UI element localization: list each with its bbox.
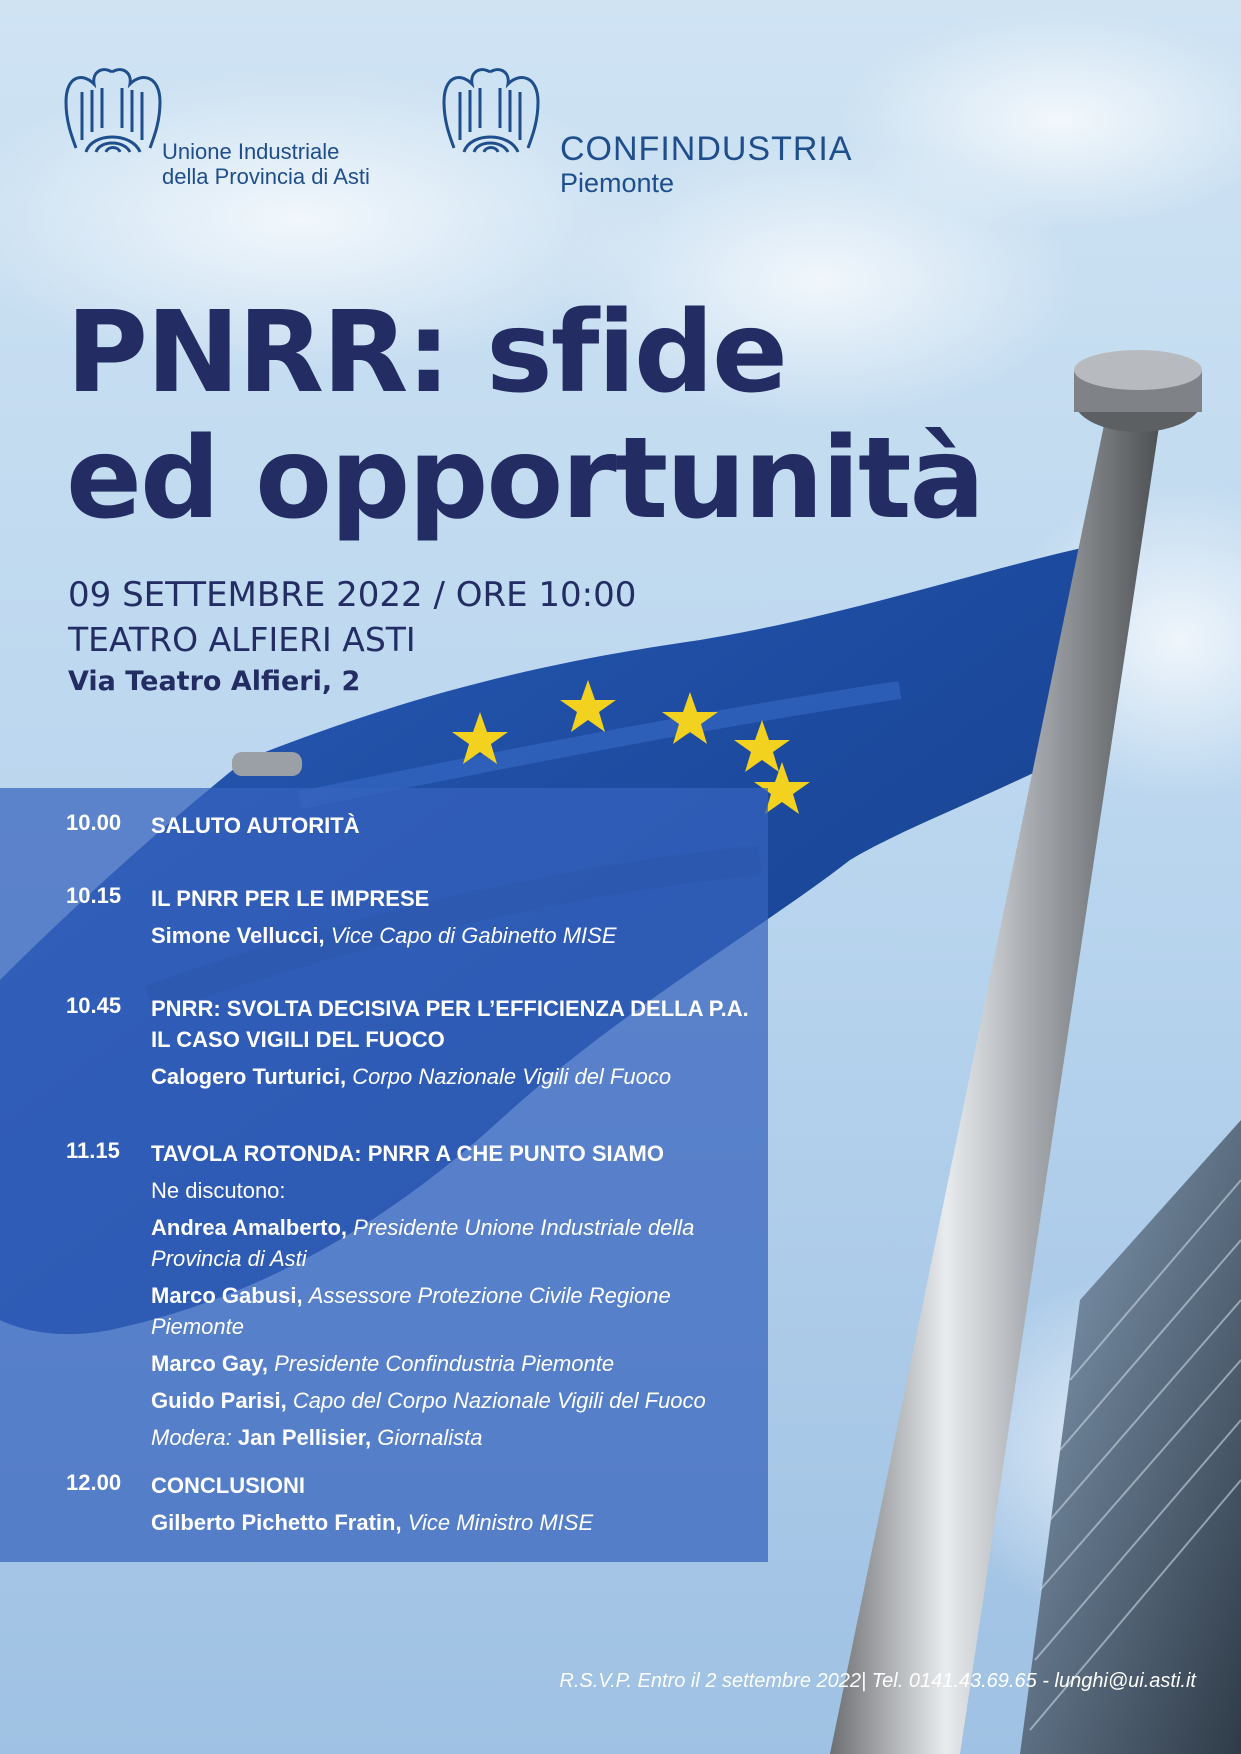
unione-industriale-logo-text [162, 140, 370, 189]
speaker-name: Gilberto Pichetto Fratin, [151, 1510, 402, 1535]
speaker-role: Vice Ministro MISE [407, 1510, 594, 1535]
panelist-name: Marco Gay, [151, 1351, 268, 1376]
agenda-time: 10.45 [66, 993, 122, 1018]
panelist-name: Marco Gabusi, [151, 1283, 303, 1308]
agenda-title: PNRR: SVOLTA DECISIVA PER L’EFFICIENZA DELLA P.A. [151, 996, 749, 1021]
agenda-time: 10.00 [66, 810, 122, 835]
rsvp-footer: R.S.V.P. Entro il 2 settembre 2022| Tel. 0141.43.69.65 - lunghi@ui.asti.it [559, 1670, 1196, 1692]
panelist-line [151, 1348, 751, 1379]
panelist-role: Presidente Confindustria Piemonte [274, 1351, 615, 1376]
panelist-name: Guido Parisi, [151, 1388, 287, 1413]
logo1-line2: della Provincia di Asti [162, 163, 370, 189]
confindustria-logo-text [560, 130, 853, 198]
agenda-title: TAVOLA ROTONDA: PNRR A CHE PUNTO SIAMO [151, 1141, 664, 1166]
agenda-title-line2: IL CASO VIGILI DEL FUOCO [151, 1027, 445, 1052]
speaker-role: Corpo Nazionale Vigili del Fuoco [352, 1064, 672, 1089]
agenda-time: 11.15 [66, 1138, 120, 1163]
panelist-role: Assessore Protezione Civile Regione Piemonte [151, 1283, 671, 1339]
panelist-role: Presidente Unione Industriale della Provincia di Asti [151, 1215, 695, 1271]
moderator-label: Modera: [151, 1425, 232, 1450]
panelist-role: Capo del Corpo Nazionale Vigili del Fuoco [292, 1388, 706, 1413]
title-line2: ed opportunità [66, 414, 984, 544]
event-venue: TEATRO ALFIERI ASTI [68, 620, 416, 659]
logo2-line1: CONFINDUSTRIA [560, 130, 853, 168]
agenda-time: 10.15 [66, 883, 122, 908]
unione-industriale-eagle-logo [62, 62, 164, 164]
moderator-role: Giornalista [377, 1425, 483, 1450]
panelist-line [151, 1280, 751, 1342]
logo2-line2: Piemonte [560, 168, 675, 199]
speaker-role: Vice Capo di Gabinetto MISE [330, 923, 617, 948]
confindustria-eagle-logo [440, 62, 542, 164]
panelist-line [151, 1385, 751, 1416]
panelist-line [151, 1212, 751, 1274]
event-title [66, 290, 983, 542]
event-info [68, 572, 636, 702]
moderator-line [151, 1422, 751, 1453]
panelist-name: Andrea Amalberto, [151, 1215, 348, 1240]
speaker-line [151, 1507, 751, 1538]
title-line1: PNRR: sfide [66, 288, 786, 418]
speaker-name: Calogero Turturici, [151, 1064, 347, 1089]
speaker-name: Simone Vellucci, [151, 923, 325, 948]
panel-intro: Ne discutono: [151, 1178, 286, 1203]
agenda-title: IL PNRR PER LE IMPRESE [151, 886, 430, 911]
speaker-line [151, 920, 751, 951]
speaker-line [151, 1061, 751, 1092]
moderator-name: Jan Pellisier, [237, 1425, 372, 1450]
agenda-title: CONCLUSIONI [151, 1473, 305, 1498]
agenda-time: 12.00 [66, 1470, 122, 1495]
agenda-title: SALUTO AUTORITÀ [151, 813, 360, 838]
logo1-line1: Unione Industriale [162, 139, 340, 164]
event-address: Via Teatro Alfieri, 2 [68, 666, 361, 697]
event-datetime: 09 SETTEMBRE 2022 / ORE 10:00 [68, 575, 637, 615]
